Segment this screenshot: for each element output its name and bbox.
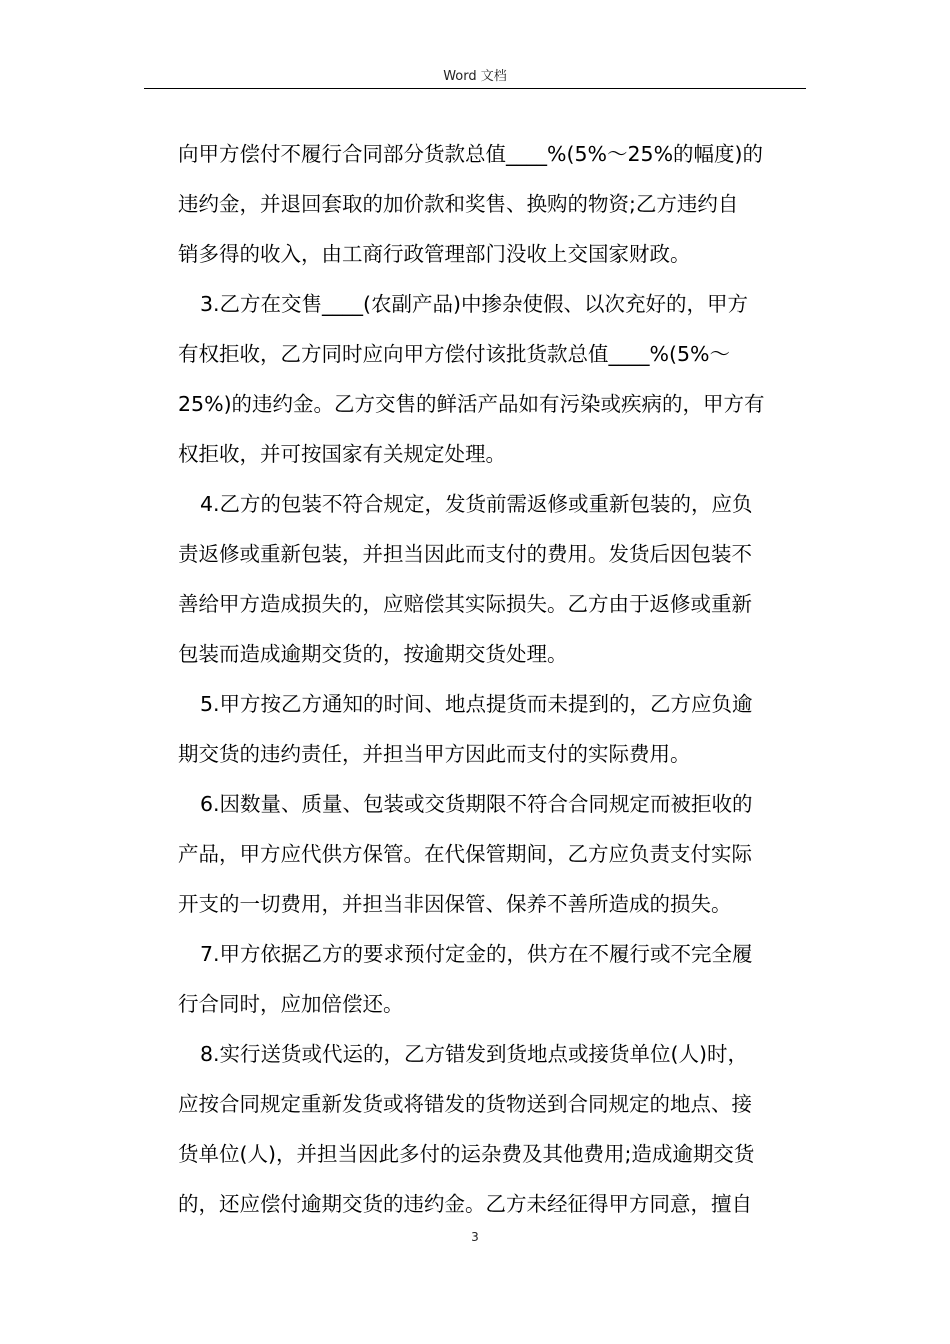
document-body (178, 129, 808, 1229)
body-line: 应按合同规定重新发货或将错发的货物送到合同规定的地点、接 (178, 1092, 752, 1116)
body-line: 责返修或重新包装，并担当因此而支付的费用。发货后因包装不 (178, 542, 752, 566)
body-line: 有权拒收，乙方同时应向甲方偿付该批货款总值____%(5%～ (178, 342, 730, 366)
clause-8-start: 8.实行送货或代运的，乙方错发到货地点或接货单位(人)时， (200, 1042, 749, 1066)
header-divider (144, 88, 806, 89)
body-line: 25%)的违约金。乙方交售的鲜活产品如有污染或疾病的，甲方有 (178, 392, 765, 416)
body-line: 善给甲方造成损失的，应赔偿其实际损失。乙方由于返修或重新 (178, 592, 752, 616)
clause-5-start: 5.甲方按乙方通知的时间、地点提货而未提到的，乙方应负逾 (200, 692, 753, 716)
body-line: 产品，甲方应代供方保管。在代保管期间，乙方应负责支付实际 (178, 842, 752, 866)
body-line: 违约金，并退回套取的加价款和奖售、换购的物资;乙方违约自 (178, 192, 739, 216)
body-line: 权拒收，并可按国家有关规定处理。 (178, 442, 506, 466)
clause-6-start: 6.因数量、质量、包装或交货期限不符合合同规定而被拒收的 (200, 792, 753, 816)
body-line: 包装而造成逾期交货的，按逾期交货处理。 (178, 642, 568, 666)
body-line: 期交货的违约责任，并担当甲方因此而支付的实际费用。 (178, 742, 691, 766)
page-header-title: Word 文档 (443, 69, 507, 84)
body-line: 销多得的收入，由工商行政管理部门没收上交国家财政。 (178, 242, 691, 266)
clause-4-start: 4.乙方的包装不符合规定，发货前需返修或重新包装的，应负 (200, 492, 753, 516)
clause-3-start: 3.乙方在交售____(农副产品)中掺杂使假、以次充好的，甲方 (200, 292, 749, 316)
body-line: 货单位(人)，并担当因此多付的运杂费及其他费用;造成逾期交货 (178, 1142, 755, 1166)
page-number: 3 (471, 1230, 479, 1244)
clause-7-start: 7.甲方依据乙方的要求预付定金的，供方在不履行或不完全履 (200, 942, 753, 966)
body-line: 行合同时，应加倍偿还。 (178, 992, 404, 1016)
body-line: 开支的一切费用，并担当非因保管、保养不善所造成的损失。 (178, 892, 732, 916)
body-line: 的，还应偿付逾期交货的违约金。乙方未经征得甲方同意，擅自 (178, 1192, 752, 1216)
body-line: 向甲方偿付不履行合同部分货款总值____%(5%～25%的幅度)的 (178, 142, 764, 166)
